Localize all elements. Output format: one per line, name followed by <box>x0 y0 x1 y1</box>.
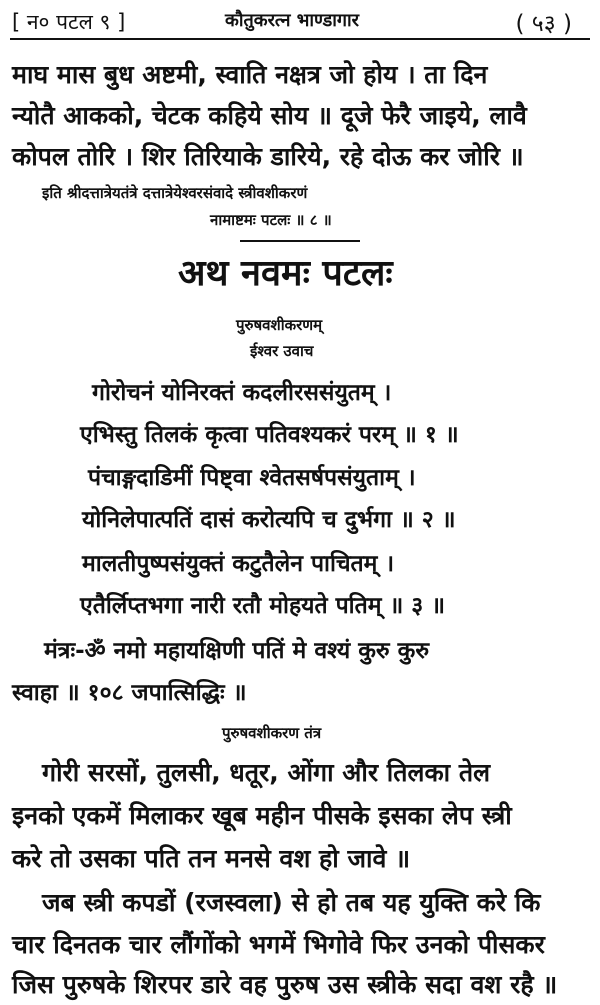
subheading-ishvara: ईश्वर उवाच <box>250 342 314 360</box>
para3-line-3: जिस पुरुषके शिरपर डारे वह पुरुष उस स्त्रीके सदा वश रहै ॥ <box>12 970 558 999</box>
header-rule <box>10 38 590 40</box>
subheading-purusha: पुरुषवशीकरणम् <box>236 316 323 334</box>
verse-line-1: गोरोचनं योनिरक्तं कदलीरससंयुतम् । <box>92 380 392 406</box>
para2-line-1: गोरी सरसों, तुलसी, धतूर, ओंगा और तिलका तेल <box>42 758 491 787</box>
verse-line-5: मालतीपुष्पसंयुक्तं कटुतैलेन पाचितम् । <box>82 551 395 577</box>
colophon-line-1: इति श्रीदत्तात्रेयतंत्रे दत्तात्रेयेश्वरसंवादे स्त्रीवशीकरणं <box>42 184 308 202</box>
para1-line-1: माघ मास बुध अष्टमी, स्वाति नक्षत्र जो होय । ता दिन <box>12 60 488 89</box>
book-title: कौतुकरत्न भाण्डागार <box>225 10 360 31</box>
chapter-title: अथ नवमः पटलः <box>178 253 393 294</box>
section-divider <box>240 240 360 242</box>
para2-line-3: करे तो उसका पति तन मनसे वश हो जावे ॥ <box>12 844 411 873</box>
verse-line-2: एभिस्तु तिलकं कृत्वा पतिवश्यकरं परम् ॥ १ ॥ <box>80 422 459 448</box>
subheading-tantra: पुरुषवशीकरण तंत्र <box>222 724 322 742</box>
page-number: ( ५३ ) <box>515 11 572 37</box>
colophon-line-2: नामाष्टमः पटलः ॥ ८ ॥ <box>210 211 332 229</box>
para3-line-1: जब स्त्री कपडों (रजस्वला) से हो तब यह युक्ति करे कि <box>42 888 541 917</box>
mantra-line-2: स्वाहा ॥ १०८ जपात्सिद्धिः ॥ <box>12 680 247 706</box>
chapter-marker: [ न० पटल ९ ] <box>12 10 126 34</box>
para3-line-2: चार दिनतक चार लौंगोंको भगमें भिगोवे फिर उनको पीसकर <box>12 930 545 959</box>
para1-line-3: कोपल तोरि । शिर तिरियाके डारिये, रहे दोऊ कर जोरि ॥ <box>12 142 524 171</box>
verse-line-4: योनिलेपात्पतिं दासं करोत्यपि च दुर्भगा ॥ २ ॥ <box>82 507 456 533</box>
para1-line-2: न्योतै आकको, चेटक कहिये सोय ॥ दूजे फेरै जाइये, लावै <box>12 101 527 130</box>
para2-line-2: इनको एकमें मिलाकर खूब महीन पीसके इसका लेप स्त्री <box>12 801 512 830</box>
mantra-line-1: मंत्रः-ॐ नमो महायक्षिणी पतिं मे वश्यं कुरु कुरु <box>44 638 430 664</box>
verse-line-3: पंचाङ्गदाडिमीं पिष्ट्वा श्वेतसर्षपसंयुताम् । <box>88 465 416 491</box>
verse-line-6: एतैर्लिप्तभगा नारी रतौ मोहयते पतिम् ॥ ३ ॥ <box>80 593 446 619</box>
